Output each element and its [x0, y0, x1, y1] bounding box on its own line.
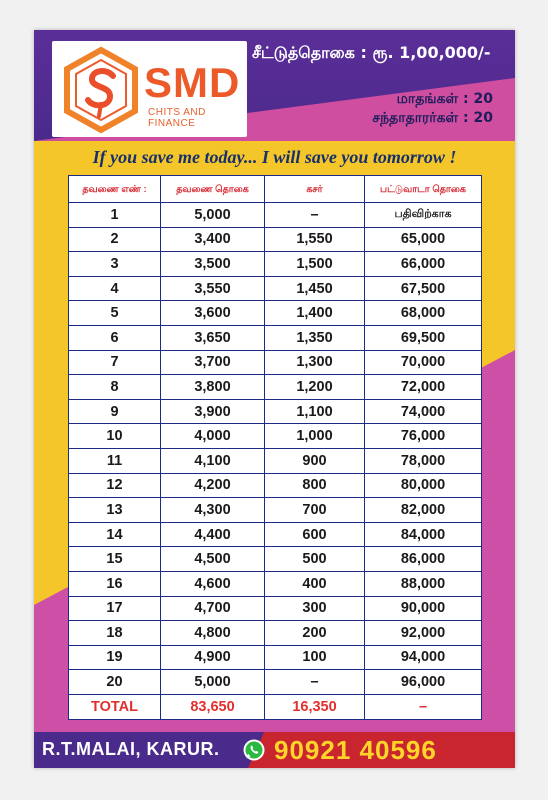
months-count: மாதங்கள் : 20 — [396, 91, 493, 107]
cell-installment-amount: 3,900 — [161, 399, 265, 424]
cell-installment-no: 1 — [69, 203, 161, 228]
cell-discount: 100 — [265, 645, 365, 670]
flyer — [34, 30, 515, 768]
cell-installment-amount: 5,000 — [161, 670, 265, 695]
chit-amount: சீட்டுத்தொகை : ரூ. 1,00,000/- — [252, 43, 491, 62]
table-row — [69, 621, 482, 646]
cell-discount: 1,550 — [265, 227, 365, 252]
cell-discount: 400 — [265, 571, 365, 596]
cell-discount: 1,450 — [265, 276, 365, 301]
cell-payout-amount: 88,000 — [365, 571, 482, 596]
cell-installment-amount: 4,000 — [161, 424, 265, 449]
header-payout-amount: பட்டுவாடா தொகை — [365, 176, 482, 203]
cell-payout-amount: 72,000 — [365, 375, 482, 400]
table-header-row — [69, 176, 482, 203]
table-row — [69, 448, 482, 473]
total-label: TOTAL — [69, 694, 161, 719]
cell-payout-amount: 92,000 — [365, 621, 482, 646]
table-row — [69, 547, 482, 572]
cell-installment-no: 17 — [69, 596, 161, 621]
cell-payout-amount: 84,000 — [365, 522, 482, 547]
cell-installment-no: 6 — [69, 325, 161, 350]
cell-payout-amount: 96,000 — [365, 670, 482, 695]
cell-discount: 1,300 — [265, 350, 365, 375]
cell-installment-no: 9 — [69, 399, 161, 424]
table-row — [69, 276, 482, 301]
cell-payout-amount: 80,000 — [365, 473, 482, 498]
cell-installment-amount: 4,200 — [161, 473, 265, 498]
cell-payout-amount: 65,000 — [365, 227, 482, 252]
cell-installment-no: 5 — [69, 301, 161, 326]
cell-payout-amount: 86,000 — [365, 547, 482, 572]
cell-installment-amount: 4,700 — [161, 596, 265, 621]
cell-installment-amount: 4,800 — [161, 621, 265, 646]
table-body — [69, 203, 482, 695]
installment-table — [68, 175, 482, 720]
cell-installment-no: 11 — [69, 448, 161, 473]
total-discount: 16,350 — [265, 694, 365, 719]
table-row — [69, 375, 482, 400]
cell-discount: 1,350 — [265, 325, 365, 350]
cell-discount: – — [265, 203, 365, 228]
header-discount: கசர் — [265, 176, 365, 203]
logo — [52, 41, 247, 137]
table-row — [69, 301, 482, 326]
hexagon-logo-icon — [61, 46, 141, 134]
members-count: சந்தாதாரர்கள் : 20 — [372, 110, 493, 126]
cell-installment-no: 19 — [69, 645, 161, 670]
cell-installment-amount: 4,900 — [161, 645, 265, 670]
cell-discount: 1,500 — [265, 252, 365, 277]
cell-payout-amount: பதிவிற்காக — [365, 203, 482, 228]
cell-payout-amount: 78,000 — [365, 448, 482, 473]
footer-address: R.T.MALAI, KARUR. — [42, 739, 220, 759]
cell-discount: 900 — [265, 448, 365, 473]
cell-discount: 1,000 — [265, 424, 365, 449]
cell-installment-no: 13 — [69, 498, 161, 523]
cell-installment-amount: 3,400 — [161, 227, 265, 252]
cell-installment-no: 7 — [69, 350, 161, 375]
table-row — [69, 227, 482, 252]
cell-discount: 300 — [265, 596, 365, 621]
cell-installment-amount: 5,000 — [161, 203, 265, 228]
cell-installment-no: 4 — [69, 276, 161, 301]
total-row — [69, 694, 482, 719]
cell-payout-amount: 74,000 — [365, 399, 482, 424]
cell-installment-amount: 4,600 — [161, 571, 265, 596]
cell-payout-amount: 76,000 — [365, 424, 482, 449]
cell-installment-amount: 3,600 — [161, 301, 265, 326]
cell-payout-amount: 66,000 — [365, 252, 482, 277]
total-amount: 83,650 — [161, 694, 265, 719]
cell-payout-amount: 69,500 — [365, 325, 482, 350]
cell-installment-no: 14 — [69, 522, 161, 547]
cell-discount: 600 — [265, 522, 365, 547]
cell-installment-no: 12 — [69, 473, 161, 498]
cell-installment-no: 3 — [69, 252, 161, 277]
cell-installment-amount: 3,550 — [161, 276, 265, 301]
cell-installment-amount: 3,700 — [161, 350, 265, 375]
cell-discount: 1,100 — [265, 399, 365, 424]
cell-installment-no: 10 — [69, 424, 161, 449]
cell-discount: 200 — [265, 621, 365, 646]
table-row — [69, 498, 482, 523]
table-row — [69, 252, 482, 277]
cell-discount: 500 — [265, 547, 365, 572]
table-row — [69, 670, 482, 695]
footer — [34, 732, 515, 768]
table-row — [69, 522, 482, 547]
cell-installment-no: 16 — [69, 571, 161, 596]
cell-payout-amount: 70,000 — [365, 350, 482, 375]
table-row — [69, 596, 482, 621]
slogan: If you save me today... I will save you tomorrow ! — [92, 147, 457, 167]
cell-installment-no: 2 — [69, 227, 161, 252]
header-installment-no: தவணை எண் : — [69, 176, 161, 203]
cell-payout-amount: 68,000 — [365, 301, 482, 326]
cell-installment-amount: 4,500 — [161, 547, 265, 572]
cell-discount: 1,400 — [265, 301, 365, 326]
cell-discount: 1,200 — [265, 375, 365, 400]
cell-installment-no: 20 — [69, 670, 161, 695]
cell-installment-no: 18 — [69, 621, 161, 646]
whatsapp-icon — [242, 738, 266, 762]
cell-installment-amount: 4,300 — [161, 498, 265, 523]
table-row — [69, 473, 482, 498]
cell-discount: 800 — [265, 473, 365, 498]
table-row — [69, 325, 482, 350]
cell-payout-amount: 94,000 — [365, 645, 482, 670]
cell-payout-amount: 82,000 — [365, 498, 482, 523]
cell-discount: 700 — [265, 498, 365, 523]
logo-brand: SMD — [144, 59, 241, 106]
cell-installment-amount: 4,100 — [161, 448, 265, 473]
table-row — [69, 203, 482, 228]
cell-installment-no: 8 — [69, 375, 161, 400]
table-row — [69, 571, 482, 596]
cell-installment-amount: 4,400 — [161, 522, 265, 547]
table-row — [69, 424, 482, 449]
logo-subtitle: CHITS AND FINANCE — [148, 107, 206, 129]
footer-phone: 90921 40596 — [274, 735, 437, 765]
table-row — [69, 350, 482, 375]
cell-payout-amount: 67,500 — [365, 276, 482, 301]
header-installment-amount: தவணை தொகை — [161, 176, 265, 203]
table-row — [69, 645, 482, 670]
table-row — [69, 399, 482, 424]
cell-installment-amount: 3,650 — [161, 325, 265, 350]
total-payout: – — [365, 694, 482, 719]
cell-installment-amount: 3,800 — [161, 375, 265, 400]
cell-installment-no: 15 — [69, 547, 161, 572]
cell-discount: – — [265, 670, 365, 695]
cell-payout-amount: 90,000 — [365, 596, 482, 621]
header — [34, 30, 515, 141]
cell-installment-amount: 3,500 — [161, 252, 265, 277]
